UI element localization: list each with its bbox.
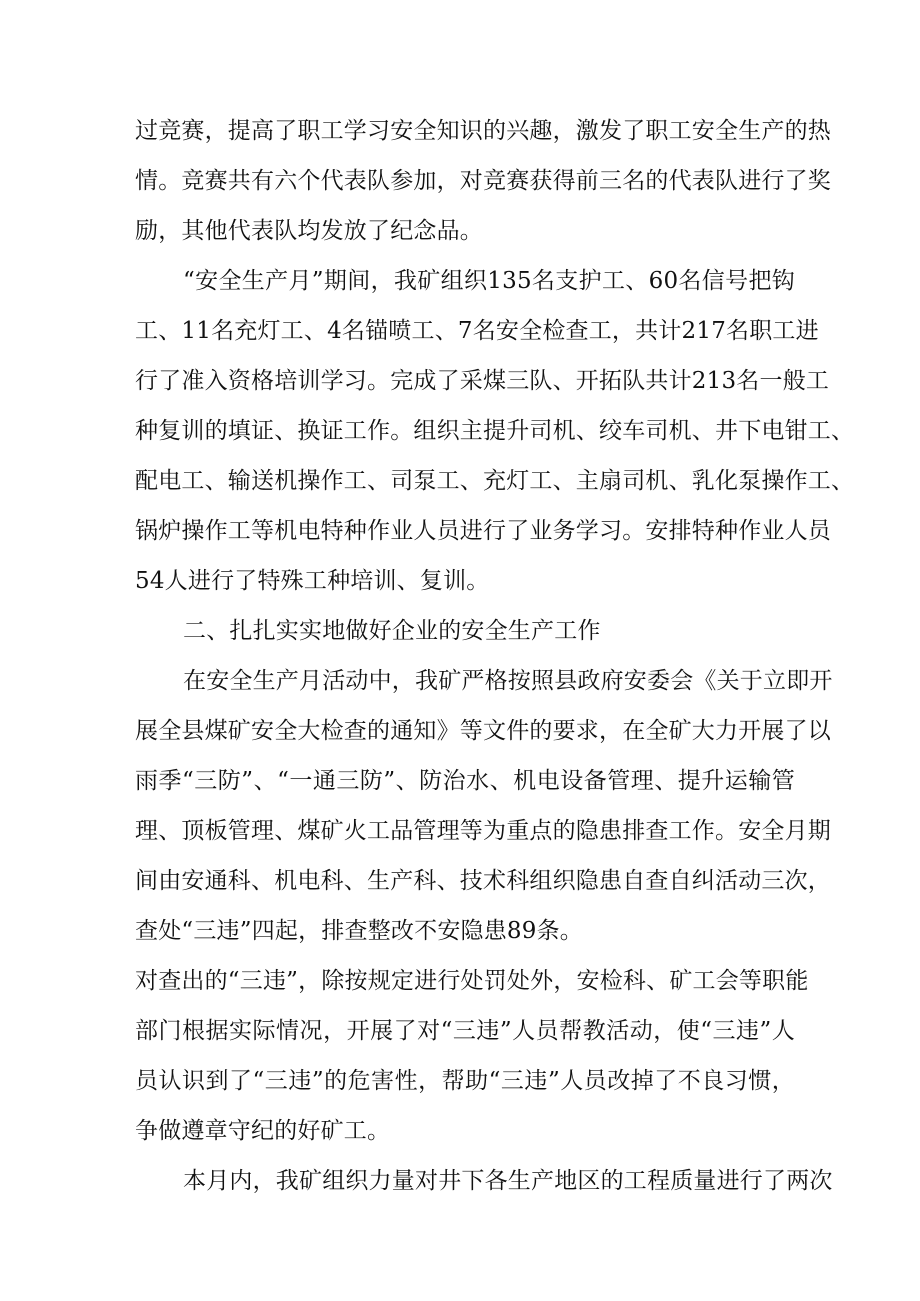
paragraph-first-line: “安全生产月”期间，我矿组织135名支护工、60名信号把钩 [183,268,795,294]
text-line: 争做遵章守纪的好矿工。 [135,1118,391,1144]
text-line: 员认识到了“三违”的危害性，帮助“三违”人员改掉了不良习惯， [135,1068,795,1094]
paragraph-first-line: 在安全生产月活动中，我矿严格按照县政府安委会《关于立即开 [183,668,833,694]
text-line: 展全县煤矿安全大检查的通知》等文件的要求，在全矿大力开展了以 [135,718,831,744]
section-heading: 二、扎扎实实地做好企业的安全生产工作 [183,618,601,644]
paragraph-first-line: 本月内，我矿组织力量对井下各生产地区的工程质量进行了两次 [183,1168,833,1194]
text-line: 对查出的“三违”，除按规定进行处罚处外，安检科、矿工会等职能 [135,968,809,994]
text-line: 配电工、输送机操作工、司泵工、充灯工、主扇司机、乳化泵操作工、 [135,468,855,494]
text-line: 情。竞赛共有六个代表队参加，对竞赛获得前三名的代表队进行了奖 [135,168,831,194]
text-line: 查处“三违”四起，排查整改不安隐患89条。 [135,918,583,944]
text-line: 过竞赛，提高了职工学习安全知识的兴趣，激发了职工安全生产的热 [135,118,831,144]
text-line: 理、顶板管理、煤矿火工品管理等为重点的隐患排查工作。安全月期 [135,818,831,844]
text-line: 励，其他代表队均发放了纪念品。 [135,218,483,244]
text-line: 间由安通科、机电科、生产科、技术科组织隐患自查自纠活动三次， [135,868,831,894]
text-line: 种复训的填证、换证工作。组织主提升司机、绞车司机、井下电钳工、 [135,418,855,444]
text-line: 锅炉操作工等机电特种作业人员进行了业务学习。安排特种作业人员 [135,518,831,544]
text-line: 部门根据实际情况，开展了对“三违”人员帮教活动，使“三违”人 [135,1018,795,1044]
text-line: 54人进行了特殊工种培训、复训。 [135,568,490,594]
text-line: 行了准入资格培训学习。完成了采煤三队、开拓队共计213名一般工 [135,368,830,394]
text-line: 雨季“三防”、“一通三防”、防治水、机电设备管理、提升运输管 [135,768,795,794]
text-line: 工、11名充灯工、4名锚喷工、7名安全检查工，共计217名职工进 [135,318,819,344]
